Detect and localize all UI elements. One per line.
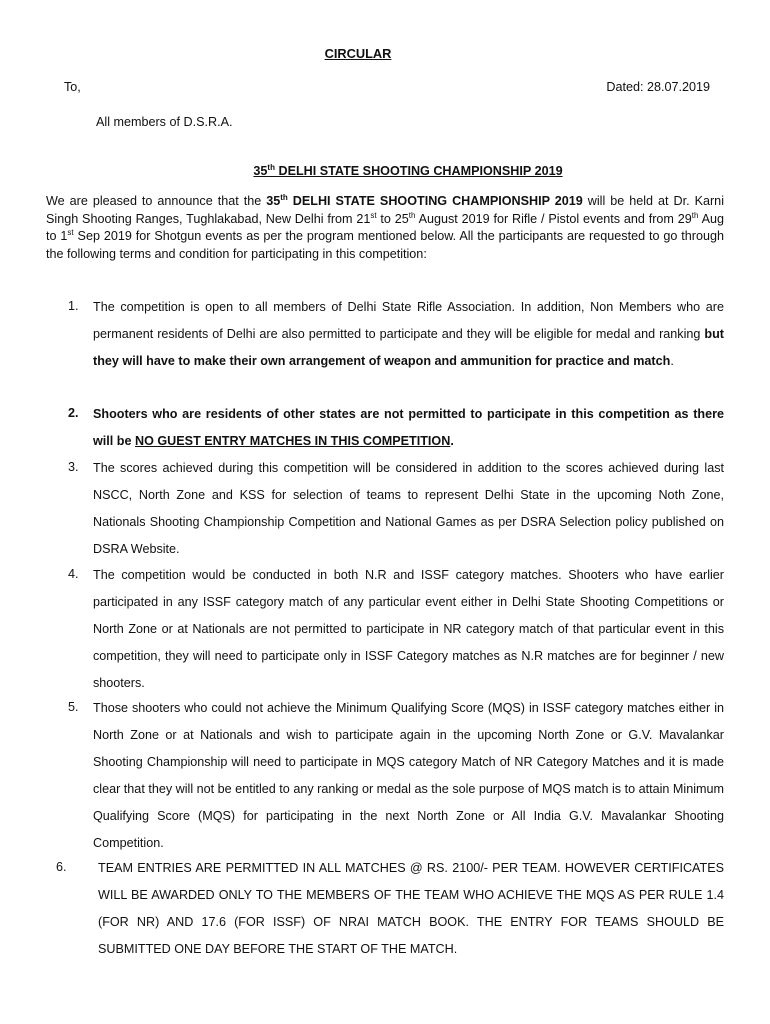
intro-text: to 25 <box>376 211 409 226</box>
intro-bold-text: DELHI STATE SHOOTING CHAMPIONSHIP 2019 <box>287 194 583 208</box>
intro-suffix: st <box>370 210 377 220</box>
list-item-text: Those shooters who could not achieve the Minimum Qualifying Score (MQS) in ISSF category matches either in North Zone or at Nationals and wish to participate again in the upcoming North Zone or G.V. Mavalankar Shooting Championship will need to participate in MQS category Match of NR Category Matches and it is made clear that they will not be entitled to any ranking or medal as the sole purpose of MQS match is to attain Minimum Qualifying Score (MQS) for participating in the next North Zone or All India G.V. Mavalankar Shooting Competition. <box>93 701 724 850</box>
list-bold-text: . <box>450 433 454 448</box>
list-bold-underlined <box>135 434 450 448</box>
list-bold-text: but they will have to make their own arrangement of weapon and ammunition for practice and match <box>93 326 724 368</box>
to-label: To, <box>64 80 81 94</box>
title-text: DELHI STATE SHOOTING CHAMPIONSHIP 2019 <box>274 164 563 178</box>
list-number: 3. <box>68 460 79 474</box>
list-item-text <box>93 294 724 375</box>
list-item-text: TEAM ENTRIES ARE PERMITTED IN ALL MATCHES @ RS. 2100/- PER TEAM. HOWEVER CERTIFICATES WILL BE AWARDED ONLY TO THE MEMBERS OF THE TEAM WHO ACHIEVE THE MQS AS PER RULE 1.4 (FOR NR) AND 17.6 (FOR ISSF) OF NRAI MATCH BOOK. THE ENTRY FOR TEAMS SHOULD BE SUBMITTED ONE DAY BEFORE THE START OF THE MATCH. <box>98 861 724 956</box>
list-number: 1. <box>68 299 79 313</box>
title-number: 35 <box>253 164 268 178</box>
intro-suffix: th <box>408 210 416 220</box>
list-text: . <box>670 353 674 368</box>
list-item-text: The competition would be conducted in both N.R and ISSF category matches. Shooters who have earlier participated in any ISSF category match of any particular event either in Delhi State Shooting Competitions or North Zone or at Nationals are not permitted to participate in NR category match of that particular event in this competition, they will need to participate only in ISSF Category matches as N.R matches are for beginner / new shooters. <box>93 568 724 690</box>
no-guest-entry-notice: NO GUEST ENTRY MATCHES IN THIS COMPETITION <box>135 433 451 448</box>
date-line: Dated: 28.07.2019 <box>606 80 710 94</box>
intro-bold-suffix: th <box>280 192 288 202</box>
list-text: The competition is open to all members of Delhi State Rifle Association. In addition, Non Members who are permanent residents of Delhi are also permitted to participate and they will be eligible for medal and ranking <box>93 300 724 341</box>
list-bold-text: Shooters who are residents of other states are not permitted to participate in this competition as there will be <box>93 407 724 448</box>
circular-heading: CIRCULAR <box>324 46 392 61</box>
list-item-text: The scores achieved during this competition will be considered in addition to the scores achieved during last NSCC, North Zone and KSS for selection of teams to represent Delhi State in the upcoming Noth Zone, Nationals Shooting Championship Competition and National Games as per DSRA Selection policy published on DSRA Website. <box>93 461 724 556</box>
list-number: 4. <box>68 567 79 581</box>
intro-text: Aug to 1 <box>46 211 724 244</box>
intro-suffix: th <box>691 210 699 220</box>
addressee: All members of D.S.R.A. <box>96 115 233 129</box>
list-number: 5. <box>68 700 79 714</box>
list-item-text <box>93 401 724 455</box>
intro-text: We are pleased to announce that the <box>46 194 267 208</box>
intro-text: will be held at Dr. Karni Singh Shooting Ranges, Tughlakabad, New Delhi from 21 <box>46 194 724 226</box>
intro-bold-number: 35 <box>266 194 281 208</box>
list-number-bold: 2. <box>68 406 79 420</box>
intro-suffix: st <box>67 228 74 237</box>
intro-text: Sep 2019 for Shotgun events as per the program mentioned below. All the participants are requested to go through the following terms and condition for participating in this competition: <box>46 229 724 261</box>
title-suffix: th <box>267 162 275 172</box>
intro-paragraph <box>46 193 724 263</box>
list-number <box>68 406 88 420</box>
intro-text: August 2019 for Rifle / Pistol events and from 29 <box>415 211 692 226</box>
list-number: 6. <box>56 860 67 874</box>
intro-bold-title <box>266 194 583 208</box>
championship-title <box>0 164 770 178</box>
